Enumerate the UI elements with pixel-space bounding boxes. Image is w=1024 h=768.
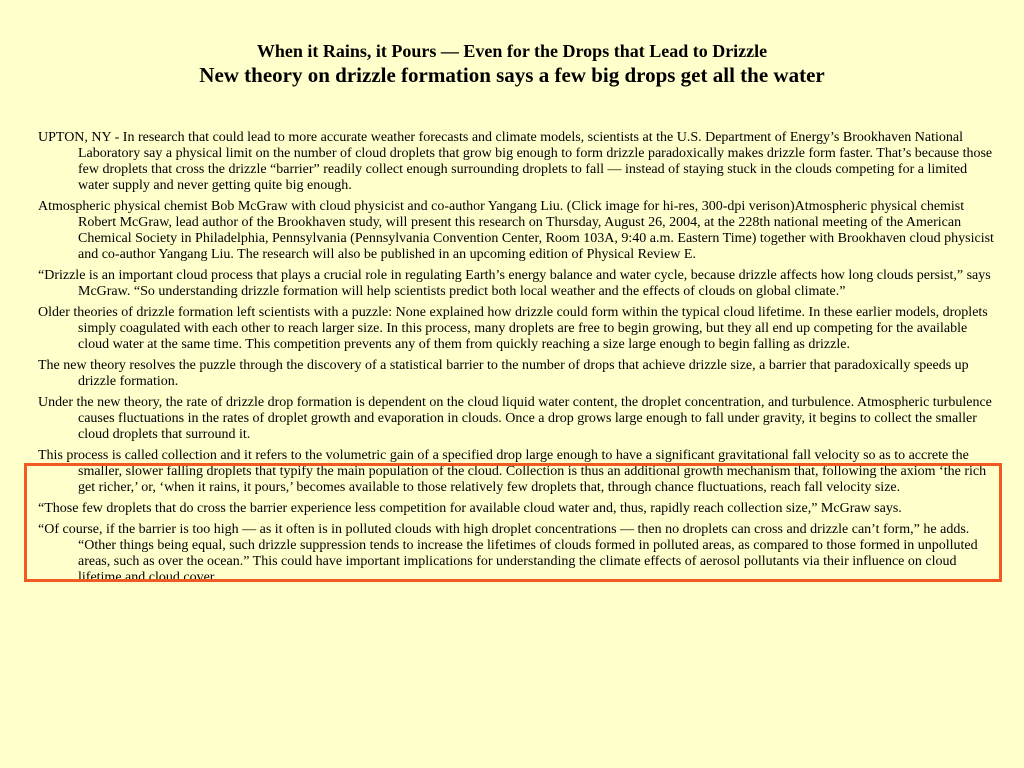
title-subheading: New theory on drizzle formation says a few big drops get all the water: [199, 63, 825, 87]
paragraph-mcgraw-quote: “Drizzle is an important cloud process that plays a crucial role in regulating Earth’s energy balance and water cycle, because drizzle affects how long clouds persist,” says McGraw. “So understanding drizzle formation will help scientists predict both local weather and the effects of clouds on global climate.”: [38, 268, 991, 299]
paragraph-older-theories: Older theories of drizzle formation left scientists with a puzzle: None explained how drizzle could form within the typical cloud lifetime. In these earlier models, droplets simply coagulated with each other to reach larger size. In this process, many droplets are free to begin growing, but they all end up competing for the available cloud water at the same time. This competition prevents any of them from quickly reaching a size large enough to begin falling as drizzle.: [38, 305, 988, 352]
paragraph-image-caption: Atmospheric physical chemist Bob McGraw with cloud physicist and co-author Yangang Liu. (Click image for hi-res, 300-dpi verison)Atmospheric physical chemist Robert McGraw, lead author of the Brookhaven study, will present this research on Thursday, August 26, 2004, at the 228th national meeting of the American Chemical Society in Philadelphia, Pennsylvania (Pennsylvania Convention Center, Room 103A, 9:40 a.m. Eastern Time) together with Brookhaven cloud physicist and co-author Yangang Liu. The research will also be published in an upcoming edition of Physical Review E.: [38, 199, 994, 262]
paragraph-barrier-quote: “Those few droplets that do cross the barrier experience less competition for available cloud water and, thus, rapidly reach collection size,” McGraw says.: [38, 501, 902, 516]
slide-title: [0, 40, 1024, 88]
paragraph-pollution-quote: “Of course, if the barrier is too high — as it often is in polluted clouds with high droplet concentrations — then no droplets can cross and drizzle can’t form,” he adds. “Other things being equal, such drizzle suppression tends to increase the lifetimes of clouds formed in polluted areas, as compared to those formed in unpolluted areas, such as over the ocean.” This could have important implications for understanding the climate effects of aerosol pollutants via their influence on cloud lifetime and cloud cover.: [38, 522, 978, 585]
paragraph-drop-formation-rate: Under the new theory, the rate of drizzle drop formation is dependent on the cloud liquid water content, the droplet concentration, and turbulence. Atmospheric turbulence causes fluctuations in the rates of droplet growth and evaporation in clouds. Once a drop grows large enough to fall under gravity, it begins to collect the smaller cloud droplets that surround it.: [38, 395, 992, 442]
title-heading: When it Rains, it Pours — Even for the Drops that Lead to Drizzle: [256, 41, 768, 61]
paragraph-collection-process: This process is called collection and it refers to the volumetric gain of a specified drop large enough to have a significant gravitational fall velocity so as to accrete the smaller, slower falling droplets that typify the main population of the cloud. Collection is thus an additional growth mechanism that, following the axiom ‘the rich get richer,’ or, ‘when it rains, it pours,’ becomes available to those relatively few droplets that, through chance fluctuations, reach fall velocity size.: [38, 448, 987, 495]
article-body: [38, 130, 996, 591]
paragraph-new-theory: The new theory resolves the puzzle through the discovery of a statistical barrier to the number of drops that achieve drizzle size, a barrier that paradoxically speeds up drizzle formation.: [38, 358, 969, 389]
paragraph-upton-intro: UPTON, NY - In research that could lead to more accurate weather forecasts and climate models, scientists at the U.S. Department of Energy’s Brookhaven National Laboratory say a physical limit on the number of cloud droplets that grow big enough to form drizzle paradoxically makes drizzle form faster. That’s because those few droplets that cross the drizzle “barrier” readily collect enough surrounding droplets to fall — instead of staying stuck in the clouds competing for a limited water supply and never getting quite big enough.: [38, 130, 993, 193]
